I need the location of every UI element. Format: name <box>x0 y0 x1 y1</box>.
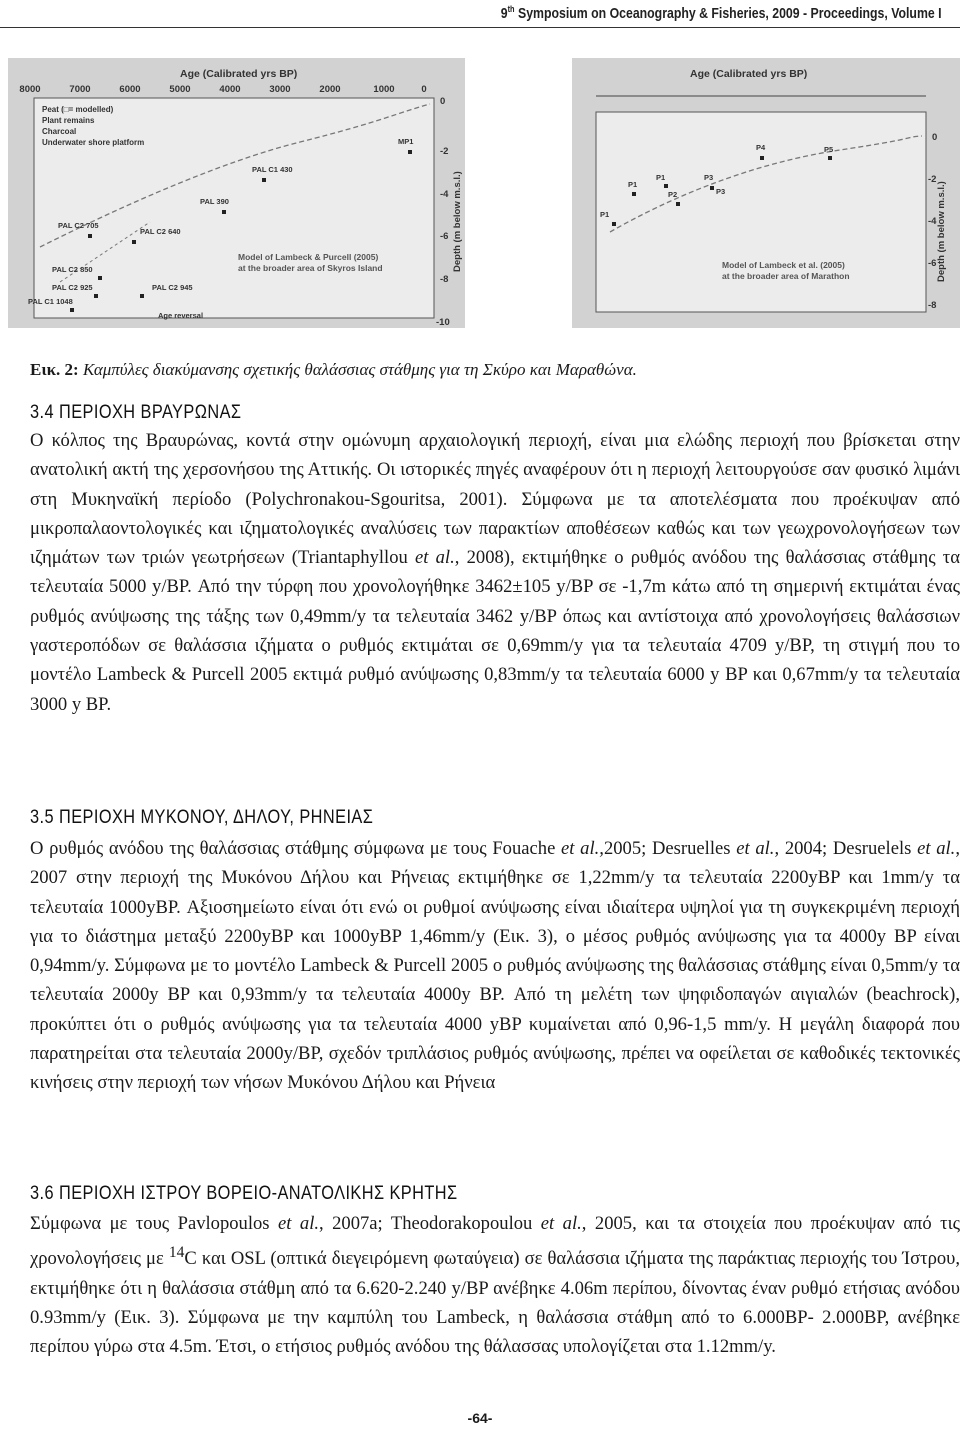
s34-text-2: , 2008), εκτιμήθηκε ο ρυθμός ανόδου της θαλάσσιας στάθμης τα τελευταία 5000 y/BP. Από την τύρφη που χρονολογήθηκε 3462±105 y/BP σε -1,7m κάτω από τη σημερινή εκτιμάται ένας ρυθμός ανύψωσης της τάξης των 0,49mm/y τα τελευταία 3462 y/BP όπως και αντίστοιχα από χρονολογήσεις θαλάσσιων γαστεροπόδων σε θαλάσσια ιζήματα ο ρυθμός εκτιμάται σε 0,69mm/y για τα τελευταία 4709 y/BP, τη στιγμή που το μοντέλο Lambeck & Purcell 2005 εκτιμά ρυθμό ανύψωσης 0,83mm/y τα τελευταία 6000 y BP και 0,67mm/y τα τελευταία 3000 y BP. <box>30 547 960 715</box>
s35-text-3: , 2004; Desruelels <box>774 838 918 859</box>
left-x-tick: 8000 <box>19 84 41 95</box>
legend-plant-remains: Plant remains <box>42 116 95 125</box>
right-y-tick: 0 <box>932 132 938 143</box>
s35-italic-1: et al., <box>561 838 604 859</box>
right-model-note-2: at the broader area of Marathon <box>722 271 850 281</box>
running-header <box>501 4 942 22</box>
left-x-tick: 6000 <box>119 84 141 95</box>
s36-superscript: 14 <box>168 1244 185 1262</box>
label-mp1: MP1 <box>398 137 414 146</box>
section-3-6-title: 3.6 ΠΕΡΙΟΧΗ ΙΣΤΡΟΥ ΒΟΡΕΙΟ-ΑΝΑΤΟΛΙΚΗΣ ΚΡΗΤΗΣ <box>30 1183 458 1204</box>
label-pal-c2-640: PAL C2 640 <box>140 227 181 236</box>
right-y-axis-title: Depth (m below m.s.l.) <box>936 181 947 282</box>
label-p2: P2 <box>668 190 678 199</box>
section-3-4-title: 3.4 ΠΕΡΙΟΧΗ ΒΡΑΥΡΩΝΑΣ <box>30 402 242 423</box>
left-y-axis-title: Depth (m below m.s.l.) <box>452 171 463 272</box>
label-p3: P3 <box>704 173 714 182</box>
s35-text-1: Ο ρυθμός ανόδου της θαλάσσιας στάθμης σύμφωνα με τους Fouache <box>30 838 562 859</box>
label-pal-c2-705: PAL C2 705 <box>58 221 99 230</box>
left-y-tick: -6 <box>440 231 449 242</box>
section-3-5-body <box>30 834 960 1098</box>
s35-text-2: 2005; Desruelles <box>603 838 737 859</box>
section-3-5-title: 3.5 ΠΕΡΙΟΧΗ ΜΥΚΟΝΟΥ, ΔΗΛΟΥ, ΡΗΝΕΙΑΣ <box>30 807 374 828</box>
s35-italic-2: et al. <box>736 838 775 859</box>
right-y-tick: -8 <box>928 300 937 311</box>
s34-text-1: Ο κόλπος της Βραυρώνας, κοντά στην ομώνυμη αρχαιολογική περιοχή, είναι μια ελώδης περιοχή που βρίσκεται στην ανατολική ακτή της χερσονήσου της Αττικής. Οι ιστορικές πηγές αναφέρουν ότι η περιοχή λειτουργούσε σαν φυσικό λιμάνι στη Μυκηναϊκή περίοδο (Polychronakou-Sgouritsa, 2001). Σύμφωνα με τα αποτελέσματα που προέκυψαν από μικροπαλαοντολογικές και ιζηματολογικές αναλύσεις των παρακτίων αποθέσεων καθώς και των γεωχρονολογήσεων των ιζημάτων των τριών γεωτρήσεων (Triantaphyllou <box>30 430 960 569</box>
right-model-note-1: Model of Lambeck et al. (2005) <box>722 260 845 270</box>
section-3-6-body <box>30 1209 960 1362</box>
label-pal-c2-945: PAL C2 945 <box>152 283 193 292</box>
right-y-tick: -6 <box>928 258 937 269</box>
figure-caption <box>30 360 637 380</box>
page-number: -64- <box>467 1410 493 1426</box>
figure-sea-level-curves <box>0 32 960 332</box>
legend-charcoal: Charcoal <box>42 127 77 136</box>
s34-italic-1: et al. <box>415 547 455 569</box>
left-y-tick: -10 <box>436 317 450 328</box>
label-pal-c1-1048: PAL C1 1048 <box>28 297 73 306</box>
label-age-reversal: Age reversal <box>158 311 204 320</box>
left-panel <box>8 58 465 328</box>
s35-italic-3: et al. <box>917 838 956 859</box>
s35-text-4: , 2007 στην περιοχή της Μυκόνου Δήλου και Ρήνειας εκτιμήθηκε σε 1,22mm/y τα τελευταία 2200yBP και 1mm/y τα τελευταία 1000yBP. Αξιοσημείωτο είναι ότι ενώ οι ρυθμοί ανύψωσης είναι ιδιαίτερα υψηλοί για τη συγκεκριμένη περιοχή για το διάστημα μεταξύ 2200yBP και 1000yBP 1,46mm/y (Εικ. 3), ο μέσος ρυθμός ανύψωσης για τα 4000y BP είναι 0,94mm/y. Σύμφωνα με το μοντέλο Lambeck & Purcell 2005 ο ρυθμός ανύψωσης της θαλάσσιας στάθμης είναι 0,5mm/y τα τελευταία 2000y BP και 0,93mm/y τα τελευταία 4000y BP. Από τη μελέτη των ψηφιδοπαγών αιγιαλών (beachrock), προκύπτει ότι ο ρυθμός ανύψωσης για τα τελευταία 4000 yBP κυμαίνεται από 0,96-1,5 mm/y. Η μεγάλη διαφορά που παρατηρείται στα τελευταία 2000y/BP, σχεδόν τριπλάσιος ρυθμός ανύψωσης, πρέπει να οφείλεται σε καθοδικές τεκτονικές κινήσεις στην περιοχή των νήσων Μυκόνου Δήλου και Ρήνεια <box>30 838 960 1094</box>
left-x-tick: 5000 <box>169 84 191 95</box>
right-top-axis-title: Age (Calibrated yrs BP) <box>690 68 808 80</box>
left-x-tick: 7000 <box>69 84 91 95</box>
s36-italic-2: et al. <box>540 1213 582 1234</box>
label-p5: P5 <box>824 145 834 154</box>
left-x-tick: 1000 <box>373 84 395 95</box>
section-3-4-body <box>30 426 960 719</box>
right-y-tick: -2 <box>928 174 937 185</box>
header-rule <box>0 27 960 28</box>
label-p4: P4 <box>756 143 766 152</box>
s36-text-3: , 2005, και τα στοιχεία που προέκυψαν από τις χρονολογήσεις με <box>30 1213 960 1270</box>
left-y-tick: -4 <box>440 189 449 200</box>
left-top-axis-title: Age (Calibrated yrs BP) <box>180 68 298 80</box>
header-sup: th <box>508 4 516 14</box>
header-text-a: 9 <box>501 5 509 22</box>
right-y-tick: -4 <box>928 216 937 227</box>
label-p3: P3 <box>716 187 726 196</box>
label-pal-390: PAL 390 <box>200 197 229 206</box>
left-model-note-1: Model of Lambeck & Purcell (2005) <box>238 252 379 262</box>
left-y-tick: -8 <box>440 274 449 285</box>
left-y-tick: -2 <box>440 146 449 157</box>
caption-text: Καμπύλες διακύμανσης σχετικής θαλάσσιας στάθμης για τη Σκύρο και Μαραθώνα. <box>82 360 637 379</box>
left-x-tick: 0 <box>421 84 427 95</box>
s36-text-2: , 2007a; Theodorakopoulou <box>319 1213 541 1234</box>
left-model-note-2: at the broader area of Skyros Island <box>238 263 383 273</box>
label-pal-c2-925: PAL C2 925 <box>52 283 93 292</box>
header-text-b: Symposium on Oceanography & Fisheries, 2009 - Proceedings, Volume I <box>515 5 942 22</box>
left-x-tick: 4000 <box>219 84 241 95</box>
left-x-tick: 3000 <box>269 84 291 95</box>
s36-text-4: C και OSL (οπτικά διεγειρόμενη φωταύγεια) σε θαλάσσια ιζήματα της παράκτιας περιοχής του Ίστρου, εκτιμήθηκε ότι η θαλάσσια στάθμη από τα 6.620-2.240 y/BP ανέβηκε 4.06m περίπου, δίνοντας έναν ρυθμό ετήσιας ανόδου 0.93mm/y (Εικ. 3). Σύμφωνα με την καμπύλη του Lambeck, η θαλάσσια στάθμη από το 6.000BP- 2.000BP, ανέβηκε περίπου γύρω στα 4.5m. Έτσι, ο ετήσιος ρυθμός ανόδου της θάλασσας υπολογίζεται στα 1.12mm/y. <box>30 1248 960 1358</box>
left-x-tick: 2000 <box>319 84 341 95</box>
legend-peat: Peat (□= modelled) <box>42 105 114 114</box>
legend-shore-platform: Underwater shore platform <box>42 138 145 147</box>
label-p1: P1 <box>600 210 610 219</box>
caption-lead: Εικ. 2: <box>30 360 83 379</box>
label-p1: P1 <box>628 180 638 189</box>
s36-text-1: Σύμφωνα με τους Pavlopoulos <box>30 1213 279 1234</box>
s36-italic-1: et al. <box>278 1213 320 1234</box>
figure-svg <box>0 32 960 332</box>
left-y-tick: 0 <box>440 96 446 107</box>
label-pal-c1-430: PAL C1 430 <box>252 165 293 174</box>
label-pal-c2-850: PAL C2 850 <box>52 265 93 274</box>
label-p1: P1 <box>656 173 666 182</box>
right-panel <box>572 58 960 328</box>
